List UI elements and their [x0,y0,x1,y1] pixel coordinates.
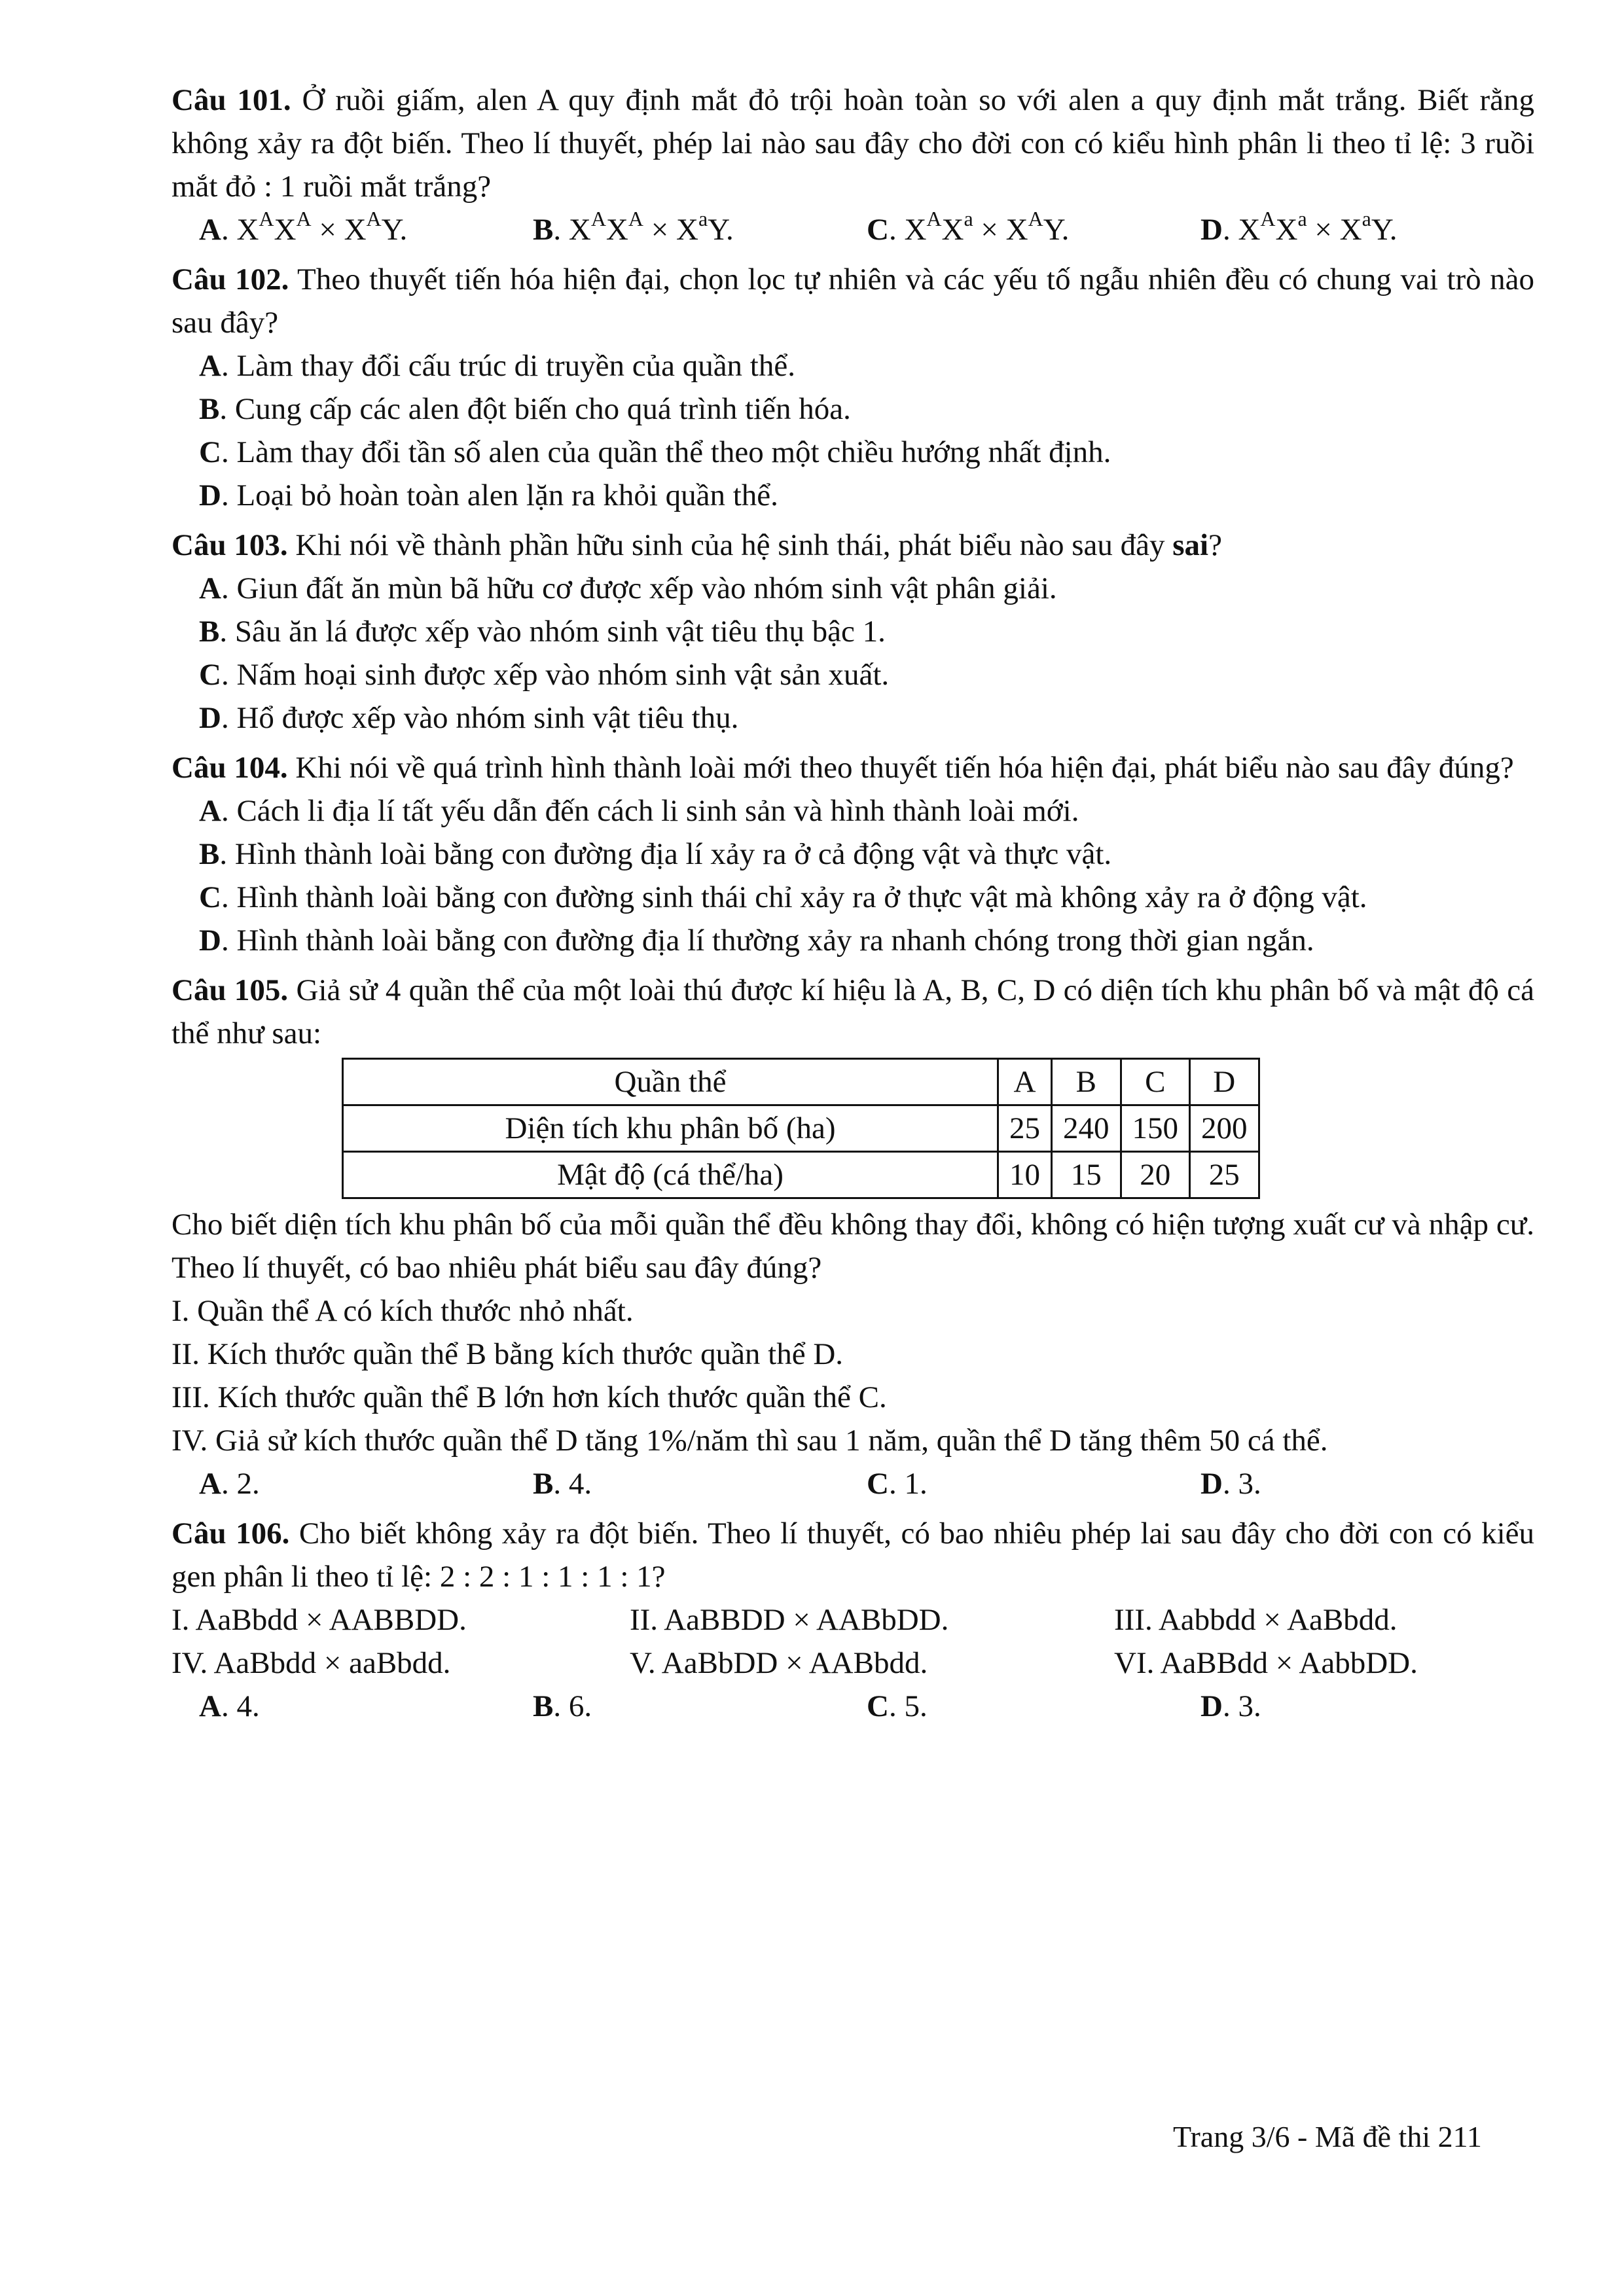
question-label: Câu 101. [171,83,291,117]
option-d[interactable]: D. 3. [1200,1689,1261,1723]
statement-2: II. Kích thước quần thể B bằng kích thước quần thể D. [171,1337,844,1371]
option-b[interactable]: B. Cung cấp các alen đột biến cho quá trình tiến hóa. [199,392,851,426]
answer-options [171,208,1534,251]
option-d[interactable]: D. Hình thành loài bằng con đường địa lí thường xảy ra nhanh chóng trong thời gian ngắn. [199,924,1314,958]
option-a[interactable]: A. 2. [199,1467,260,1501]
option-d[interactable]: D. Loại bỏ hoàn toàn alen lặn ra khỏi quần thể. [199,478,778,512]
cross-item: III. Aabbdd × AaBbdd. [1114,1603,1398,1637]
option-b[interactable]: B. Sâu ăn lá được xếp vào nhóm sinh vật tiêu thụ bậc 1. [199,615,886,649]
cross-item: II. AaBBDD × AABbDD. [630,1603,949,1637]
question-label: Câu 105. [171,973,289,1007]
question-context: Cho biết diện tích khu phân bố của mỗi quần thể đều không thay đổi, không có hiện tượng xuất cư và nhập cư. Theo lí thuyết, có bao nhiêu phát biểu sau đây đúng? [171,1208,1534,1285]
option-c[interactable]: C. Làm thay đổi tần số alen của quần thể theo một chiều hướng nhất định. [199,435,1111,469]
question-104 [171,746,1534,962]
question-stem: Theo thuyết tiến hóa hiện đại, chọn lọc tự nhiên và các yếu tố ngẫu nhiên đều có chung vai trò nào sau đây? [171,262,1534,340]
option-b[interactable]: B. $X^AX^A \times X^aY$. [533,207,734,247]
population-table [342,1058,1260,1199]
option-b[interactable]: B. 4. [533,1467,592,1501]
cross-item: VI. AaBBdd × AabbDD. [1114,1646,1418,1680]
option-a[interactable]: A. 4. [199,1689,260,1723]
table-row: Diện tích khu phân bố (ha) 25 240 150 200 [343,1105,1259,1152]
exam-page [171,79,1534,1734]
cross-item: IV. AaBbdd × aaBbdd. [171,1646,451,1680]
page-footer: Trang 3/6 - Mã đề thi 211 [1173,2120,1482,2153]
option-c[interactable]: C. $X^AX^a \times X^AY$. [867,207,1070,247]
answer-options [171,1685,1534,1728]
question-stem: Khi nói về thành phần hữu sinh của hệ sinh thái, phát biểu nào sau đây [295,528,1165,562]
question-103: Câu 103. Khi nói về thành phần hữu sinh của hệ sinh thái, phát biểu nào sau đây sai? A. Giun đất ăn mùn bã hữu cơ được xếp vào nhóm sinh vật phân giải. B. Sâu ăn lá được xếp vào nhóm sinh vật tiêu thụ bậc 1. C. Nấm hoại sinh được xếp vào nhóm sinh vật sản xuất. D. Hổ được xếp vào nhóm sinh vật tiêu thụ. [171,524,1534,740]
table-header-row: Quần thể A B C D [343,1059,1259,1105]
statement-4: IV. Giả sử kích thước quần thể D tăng 1%/năm thì sau 1 năm, quần thể D tăng thêm 50 cá thể. [171,1424,1328,1458]
cross-item: I. AaBbdd × AABBDD. [171,1603,467,1637]
question-label: Câu 106. [171,1516,290,1551]
question-label: Câu 102. [171,262,289,296]
cross-row [171,1598,1534,1641]
cross-item: V. AaBbDD × AABbdd. [630,1646,928,1680]
question-stem: Cho biết không xảy ra đột biến. Theo lí thuyết, có bao nhiêu phép lai sau đây cho đời con có kiểu gen phân li theo tỉ lệ: 2 : 2 : 1 : 1 : 1 : 1? [171,1516,1534,1594]
question-101 [171,79,1534,251]
option-a[interactable]: A. $X^AX^A \times X^AY$. [199,207,408,247]
option-a[interactable]: A. Làm thay đổi cấu trúc di truyền của quần thể. [199,349,795,383]
answer-options [171,1462,1534,1505]
question-emphasis: sai [1172,528,1209,562]
question-stem: Khi nói về quá trình hình thành loài mới theo thuyết tiến hóa hiện đại, phát biểu nào sau đây đúng? [295,751,1514,785]
statement-1: I. Quần thể A có kích thước nhỏ nhất. [171,1294,634,1328]
statement-3: III. Kích thước quần thể B lớn hơn kích thước quần thể C. [171,1380,887,1414]
option-c[interactable]: C. Hình thành loài bằng con đường sinh thái chỉ xảy ra ở thực vật mà không xảy ra ở động vật. [199,880,1367,914]
option-c[interactable]: C. Nấm hoại sinh được xếp vào nhóm sinh vật sản xuất. [199,658,890,692]
question-label: Câu 103. [171,528,288,562]
table-row: Mật độ (cá thể/ha) 10 15 20 25 [343,1152,1259,1198]
option-d[interactable]: D. $X^AX^a \times X^aY$. [1200,207,1398,247]
question-102 [171,258,1534,517]
cross-row [171,1641,1534,1685]
option-d[interactable]: D. 3. [1200,1467,1261,1501]
option-a[interactable]: A. Cách li địa lí tất yếu dẫn đến cách li sinh sản và hình thành loài mới. [199,794,1079,828]
question-stem: Ở ruồi giấm, alen A quy định mắt đỏ trội hoàn toàn so với alen a quy định mắt trắng. Biết rằng không xảy ra đột biến. Theo lí thuyết, phép lai nào sau đây cho đời con có kiểu hình phân li theo tỉ lệ: 3 ruồi mắt đỏ : 1 ruồi mắt trắng? [171,83,1534,204]
option-c[interactable]: C. 5. [867,1689,928,1723]
option-b[interactable]: B. 6. [533,1689,592,1723]
question-stem: Giả sử 4 quần thể của một loài thú được kí hiệu là A, B, C, D có diện tích khu phân bố và mật độ cá thể như sau: [171,973,1534,1050]
question-105 [171,969,1534,1505]
option-d[interactable]: D. Hổ được xếp vào nhóm sinh vật tiêu thụ. [199,701,739,735]
option-b[interactable]: B. Hình thành loài bằng con đường địa lí xảy ra ở cả động vật và thực vật. [199,837,1112,871]
question-label: Câu 104. [171,751,288,785]
option-a[interactable]: A. Giun đất ăn mùn bã hữu cơ được xếp vào nhóm sinh vật phân giải. [199,571,1057,605]
question-106 [171,1512,1534,1728]
option-c[interactable]: C. 1. [867,1467,928,1501]
